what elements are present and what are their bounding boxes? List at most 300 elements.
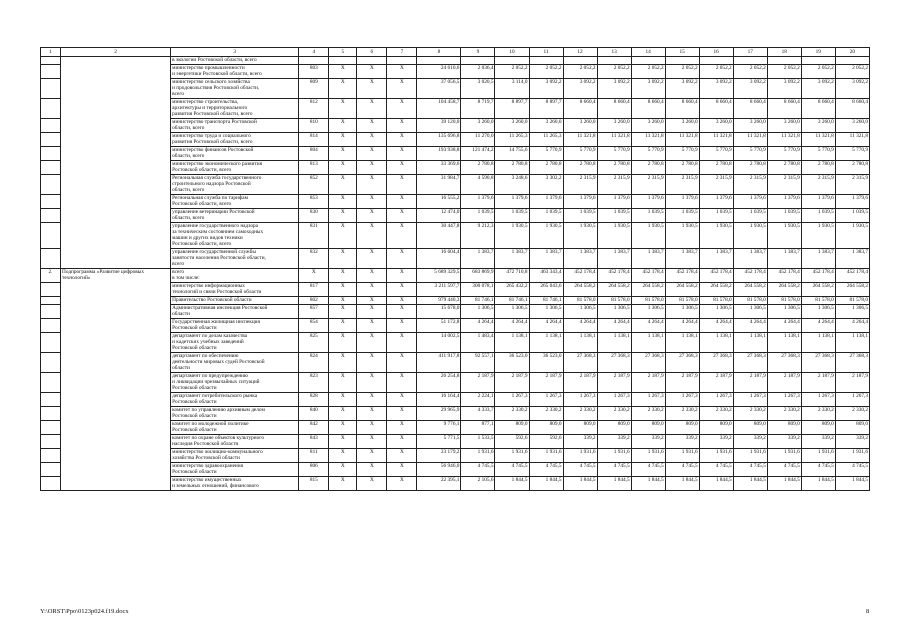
year-value-cell: 11 321,8: [699, 133, 733, 147]
year-value-cell: 4 745,5: [665, 463, 699, 477]
csr-cell: Х: [357, 195, 387, 209]
year-value-cell: 2 330,2: [631, 407, 665, 421]
table-row: [41, 373, 870, 393]
year-value-cell: 1 138,1: [665, 333, 699, 353]
table-row: [41, 435, 870, 449]
year-value-cell: 2 780,8: [631, 161, 665, 175]
csr-cell: Х: [357, 333, 387, 353]
program-cell: [61, 65, 171, 79]
year-value-cell: 1 383,7: [563, 249, 597, 269]
year-value-cell: 809,0: [767, 421, 801, 435]
year-value-cell: 452 178,4: [801, 269, 835, 283]
executor-name-cell: министерство информационных технологий и связи Ростовской области: [171, 283, 299, 297]
year-value-cell: 809,0: [529, 421, 563, 435]
year-value-cell: 1 844,5: [835, 477, 869, 491]
table-row: [41, 119, 870, 133]
year-value-cell: 1 039,5: [665, 209, 699, 223]
year-value-cell: 452 178,4: [665, 269, 699, 283]
year-value-cell: 1 306,5: [529, 305, 563, 319]
program-cell: [61, 353, 171, 373]
year-value-cell: 92 557,1: [461, 353, 495, 373]
year-value-cell: 2 187,9: [835, 373, 869, 393]
executor-name-cell: Административная инспекция Ростовской области: [171, 305, 299, 319]
program-cell: [61, 463, 171, 477]
year-value-cell: 1 383,7: [529, 249, 563, 269]
year-value-cell: 2 187,9: [665, 373, 699, 393]
year-value-cell: 1 844,5: [631, 477, 665, 491]
rzpr-cell: Х: [329, 477, 357, 491]
year-value-cell: 2 330,2: [495, 407, 529, 421]
year-value-cell: 3 260,0: [665, 119, 699, 133]
year-value-cell: 4 745,5: [801, 463, 835, 477]
year-value-cell: 2 330,2: [835, 407, 869, 421]
page-number: 8: [866, 608, 870, 615]
year-value-cell: 81 578,0: [801, 297, 835, 305]
program-cell: [61, 435, 171, 449]
grbs-code-cell: 814: [299, 133, 329, 147]
year-value-cell: 2 052,2: [597, 65, 631, 79]
total-value-cell: 16 604,4: [417, 249, 461, 269]
year-value-cell: 2 036,4: [461, 65, 495, 79]
grbs-code-cell: [299, 57, 329, 65]
year-value-cell: 1 138,1: [495, 333, 529, 353]
executor-name-cell: Региональная служба по тарифам Ростовской области, всего: [171, 195, 299, 209]
grbs-code-cell: 857: [299, 305, 329, 319]
executor-name-cell: Правительство Ростовской области: [171, 297, 299, 305]
grbs-code-cell: 803: [299, 65, 329, 79]
csr-cell: Х: [357, 305, 387, 319]
year-value-cell: 1 930,5: [631, 223, 665, 249]
executor-name-cell: министерство транспорта Ростовской области, всего: [171, 119, 299, 133]
row-number-cell: 2.: [41, 269, 61, 283]
year-value-cell: 1 306,5: [563, 305, 597, 319]
year-value-cell: 1 844,5: [597, 477, 631, 491]
year-value-cell: 8 660,4: [563, 99, 597, 119]
year-value-cell: 809,0: [495, 421, 529, 435]
year-value-cell: 2 780,8: [733, 161, 767, 175]
year-value-cell: 1 379,6: [699, 195, 733, 209]
row-number-cell: [41, 223, 61, 249]
year-value-cell: 3 092,2: [665, 79, 699, 99]
year-value-cell: [461, 57, 495, 65]
total-value-cell: 3 211 597,7: [417, 283, 461, 297]
year-value-cell: 3 092,2: [529, 79, 563, 99]
vr-cell: Х: [387, 195, 417, 209]
year-value-cell: 3 092,2: [631, 79, 665, 99]
csr-cell: Х: [357, 133, 387, 147]
grbs-code-cell: 810: [299, 119, 329, 133]
year-value-cell: 2 315,9: [665, 175, 699, 195]
year-value-cell: 11 321,8: [767, 133, 801, 147]
total-value-cell: [417, 57, 461, 65]
year-value-cell: 1 930,5: [495, 223, 529, 249]
year-value-cell: 2 780,8: [563, 161, 597, 175]
year-value-cell: 8 660,4: [733, 99, 767, 119]
row-number-cell: [41, 119, 61, 133]
header-cell: 18: [767, 48, 801, 57]
budget-table: [40, 47, 870, 491]
rzpr-cell: Х: [329, 435, 357, 449]
grbs-code-cell: 825: [299, 333, 329, 353]
year-value-cell: 36 523,0: [529, 353, 563, 373]
row-number-cell: [41, 79, 61, 99]
year-value-cell: 4 745,5: [597, 463, 631, 477]
year-value-cell: 4 264,4: [461, 319, 495, 333]
row-number-cell: [41, 209, 61, 223]
year-value-cell: 4 264,4: [801, 319, 835, 333]
grbs-code-cell: 823: [299, 373, 329, 393]
total-value-cell: 16 555,2: [417, 195, 461, 209]
program-cell: [61, 393, 171, 407]
rzpr-cell: Х: [329, 421, 357, 435]
executor-name-cell: департамент по обеспечению деятельности мировых судей Ростовской области: [171, 353, 299, 373]
executor-name-cell: министерство экономического развития Ростовской области, всего: [171, 161, 299, 175]
vr-cell: Х: [387, 421, 417, 435]
year-value-cell: 1 383,7: [461, 249, 495, 269]
executor-name-cell: министерство жилищно-коммунального хозяйства Ростовской области: [171, 449, 299, 463]
row-number-cell: [41, 393, 61, 407]
year-value-cell: 4 745,5: [495, 463, 529, 477]
row-number-cell: [41, 353, 61, 373]
year-value-cell: 81 578,0: [835, 297, 869, 305]
year-value-cell: 8 660,4: [699, 99, 733, 119]
year-value-cell: 8 660,4: [835, 99, 869, 119]
csr-cell: Х: [357, 393, 387, 407]
year-value-cell: 1 138,1: [699, 333, 733, 353]
table-row: [41, 297, 870, 305]
rzpr-cell: Х: [329, 209, 357, 223]
vr-cell: Х: [387, 393, 417, 407]
year-value-cell: 1 930,5: [665, 223, 699, 249]
vr-cell: [387, 57, 417, 65]
year-value-cell: 1 383,7: [665, 249, 699, 269]
year-value-cell: 8 897,7: [529, 99, 563, 119]
header-cell: 4: [299, 48, 329, 57]
vr-cell: Х: [387, 209, 417, 223]
table-row: [41, 463, 870, 477]
executor-name-cell: Региональная служба государственного строительного надзора Ростовской области, всего: [171, 175, 299, 195]
year-value-cell: 1 039,5: [597, 209, 631, 223]
executor-name-cell: комитет по молодежной политике Ростовской области: [171, 421, 299, 435]
year-value-cell: 1 383,7: [699, 249, 733, 269]
grbs-code-cell: 854: [299, 319, 329, 333]
year-value-cell: 265 432,2: [495, 283, 529, 297]
grbs-code-cell: 812: [299, 99, 329, 119]
csr-cell: Х: [357, 477, 387, 491]
vr-cell: Х: [387, 449, 417, 463]
year-value-cell: 264 558,2: [699, 283, 733, 297]
total-value-cell: 411 917,8: [417, 353, 461, 373]
year-value-cell: 2 052,2: [699, 65, 733, 79]
rzpr-cell: Х: [329, 305, 357, 319]
program-cell: [61, 319, 171, 333]
year-value-cell: 1 930,5: [801, 223, 835, 249]
year-value-cell: 1 138,1: [597, 333, 631, 353]
program-cell: [61, 477, 171, 491]
year-value-cell: 1 931,6: [801, 449, 835, 463]
year-value-cell: 339,2: [699, 435, 733, 449]
table-row: [41, 223, 870, 249]
year-value-cell: 1 039,5: [699, 209, 733, 223]
program-cell: [61, 195, 171, 209]
year-value-cell: 3 260,0: [801, 119, 835, 133]
year-value-cell: 3 260,0: [529, 119, 563, 133]
year-value-cell: 1 383,7: [597, 249, 631, 269]
year-value-cell: 1 039,5: [767, 209, 801, 223]
program-cell: [61, 99, 171, 119]
year-value-cell: 27 368,3: [835, 353, 869, 373]
row-number-cell: [41, 449, 61, 463]
year-value-cell: 3 092,2: [767, 79, 801, 99]
year-value-cell: 11 321,8: [801, 133, 835, 147]
vr-cell: Х: [387, 249, 417, 269]
grbs-code-cell: 811: [299, 449, 329, 463]
year-value-cell: 81 578,0: [631, 297, 665, 305]
year-value-cell: 1 267,3: [495, 393, 529, 407]
year-value-cell: 11 270,0: [461, 133, 495, 147]
year-value-cell: 1 844,5: [801, 477, 835, 491]
year-value-cell: 3 114,0: [495, 79, 529, 99]
year-value-cell: 81 578,0: [733, 297, 767, 305]
year-value-cell: 1 306,5: [801, 305, 835, 319]
year-value-cell: 2 052,2: [801, 65, 835, 79]
table-row: [41, 99, 870, 119]
year-value-cell: 2 052,2: [665, 65, 699, 79]
rzpr-cell: Х: [329, 297, 357, 305]
table-row: [41, 353, 870, 373]
year-value-cell: 1 306,5: [597, 305, 631, 319]
vr-cell: Х: [387, 147, 417, 161]
vr-cell: Х: [387, 99, 417, 119]
year-value-cell: 81 578,0: [563, 297, 597, 305]
year-value-cell: 2 315,9: [801, 175, 835, 195]
header-cell: 14: [631, 48, 665, 57]
year-value-cell: 2 187,9: [733, 373, 767, 393]
year-value-cell: 2 224,1: [461, 393, 495, 407]
grbs-code-cell: Х: [299, 269, 329, 283]
year-value-cell: 4 745,5: [699, 463, 733, 477]
year-value-cell: 5 770,9: [835, 147, 869, 161]
year-value-cell: 1 138,1: [631, 333, 665, 353]
year-value-cell: 2 780,8: [597, 161, 631, 175]
year-value-cell: 1 930,5: [733, 223, 767, 249]
total-value-cell: 23 179,2: [417, 449, 461, 463]
year-value-cell: 809,0: [631, 421, 665, 435]
total-value-cell: 12 474,0: [417, 209, 461, 223]
year-value-cell: 592,6: [529, 435, 563, 449]
year-value-cell: 1 383,7: [767, 249, 801, 269]
csr-cell: Х: [357, 297, 387, 305]
vr-cell: Х: [387, 297, 417, 305]
year-value-cell: 1 844,5: [767, 477, 801, 491]
year-value-cell: 264 558,2: [665, 283, 699, 297]
year-value-cell: 1 267,3: [801, 393, 835, 407]
table-row: [41, 133, 870, 147]
table-row: [41, 79, 870, 99]
year-value-cell: 1 383,7: [631, 249, 665, 269]
vr-cell: Х: [387, 407, 417, 421]
year-value-cell: 339,2: [733, 435, 767, 449]
csr-cell: Х: [357, 421, 387, 435]
vr-cell: Х: [387, 305, 417, 319]
year-value-cell: 3 248,6: [495, 175, 529, 195]
year-value-cell: 4 264,4: [767, 319, 801, 333]
executor-name-cell: министерство здравоохранения Ростовской области: [171, 463, 299, 477]
year-value-cell: 3 092,2: [835, 79, 869, 99]
year-value-cell: 1 931,6: [835, 449, 869, 463]
year-value-cell: 2 187,9: [699, 373, 733, 393]
table-row: [41, 449, 870, 463]
year-value-cell: 265 043,6: [529, 283, 563, 297]
vr-cell: Х: [387, 133, 417, 147]
year-value-cell: [665, 57, 699, 65]
grbs-code-cell: 832: [299, 249, 329, 269]
total-value-cell: 5 689 329,5: [417, 269, 461, 283]
year-value-cell: 472 710,8: [495, 269, 529, 283]
year-value-cell: 81 746,1: [461, 297, 495, 305]
table-row: [41, 195, 870, 209]
vr-cell: Х: [387, 65, 417, 79]
year-value-cell: 2 187,9: [495, 373, 529, 393]
csr-cell: Х: [357, 319, 387, 333]
year-value-cell: 2 105,6: [461, 477, 495, 491]
grbs-code-cell: 806: [299, 463, 329, 477]
year-value-cell: 2 780,8: [461, 161, 495, 175]
year-value-cell: 1 138,1: [529, 333, 563, 353]
vr-cell: Х: [387, 373, 417, 393]
year-value-cell: 1 267,3: [835, 393, 869, 407]
year-value-cell: 264 558,2: [767, 283, 801, 297]
year-value-cell: 2 315,9: [563, 175, 597, 195]
header-cell: 20: [835, 48, 869, 57]
year-value-cell: 1 306,5: [835, 305, 869, 319]
vr-cell: Х: [387, 463, 417, 477]
csr-cell: Х: [357, 407, 387, 421]
total-value-cell: 56 946,0: [417, 463, 461, 477]
file-path: Y:\ORST\Ppo\0123p024.f19.docx: [40, 608, 129, 615]
year-value-cell: 2 315,9: [631, 175, 665, 195]
total-value-cell: 33 369,6: [417, 161, 461, 175]
total-value-cell: 9 776,1: [417, 421, 461, 435]
year-value-cell: 1 931,6: [665, 449, 699, 463]
executor-name-cell: Государственная жилищная инспекция Ростовской области: [171, 319, 299, 333]
year-value-cell: 2 330,2: [665, 407, 699, 421]
year-value-cell: 8 660,4: [631, 99, 665, 119]
year-value-cell: 11 321,8: [835, 133, 869, 147]
program-cell: [61, 133, 171, 147]
year-value-cell: 2 052,2: [563, 65, 597, 79]
rzpr-cell: Х: [329, 195, 357, 209]
vr-cell: Х: [387, 477, 417, 491]
year-value-cell: 1 931,6: [699, 449, 733, 463]
year-value-cell: 4 264,4: [699, 319, 733, 333]
program-cell: [61, 223, 171, 249]
year-value-cell: 11 321,8: [665, 133, 699, 147]
rzpr-cell: Х: [329, 407, 357, 421]
executor-name-cell: управление ветеринарии Ростовской области, всего: [171, 209, 299, 223]
year-value-cell: 11 265,3: [495, 133, 529, 147]
year-value-cell: 452 178,4: [835, 269, 869, 283]
year-value-cell: 1 039,5: [529, 209, 563, 223]
total-value-cell: 51 172,8: [417, 319, 461, 333]
year-value-cell: 2 187,9: [801, 373, 835, 393]
total-value-cell: 29 965,9: [417, 407, 461, 421]
year-value-cell: 11 265,3: [529, 133, 563, 147]
year-value-cell: 2 187,9: [597, 373, 631, 393]
table-row: [41, 209, 870, 223]
row-number-cell: [41, 297, 61, 305]
rzpr-cell: Х: [329, 373, 357, 393]
rzpr-cell: Х: [329, 283, 357, 297]
program-cell: [61, 79, 171, 99]
program-cell: [61, 373, 171, 393]
year-value-cell: 5 770,9: [699, 147, 733, 161]
year-value-cell: 4 745,5: [767, 463, 801, 477]
year-value-cell: 1 383,7: [835, 249, 869, 269]
year-value-cell: 1 379,6: [801, 195, 835, 209]
year-value-cell: 1 267,3: [699, 393, 733, 407]
rzpr-cell: [329, 57, 357, 65]
csr-cell: Х: [357, 161, 387, 175]
year-value-cell: 1 306,5: [699, 305, 733, 319]
year-value-cell: 1 931,6: [563, 449, 597, 463]
year-value-cell: 1 138,1: [563, 333, 597, 353]
year-value-cell: [563, 57, 597, 65]
executor-name-cell: комитет по охране объектов культурного наследия Ростовской области: [171, 435, 299, 449]
year-value-cell: 2 330,2: [597, 407, 631, 421]
csr-cell: Х: [357, 223, 387, 249]
year-value-cell: 1 306,5: [665, 305, 699, 319]
csr-cell: Х: [357, 119, 387, 133]
year-value-cell: 809,0: [597, 421, 631, 435]
executor-name-cell: департамент потребительского рынка Ростовской области: [171, 393, 299, 407]
year-value-cell: 1 533,5: [461, 435, 495, 449]
header-cell: 19: [801, 48, 835, 57]
table-row: [41, 477, 870, 491]
csr-cell: Х: [357, 249, 387, 269]
rzpr-cell: Х: [329, 249, 357, 269]
year-value-cell: 1 267,3: [733, 393, 767, 407]
year-value-cell: 1 379,6: [563, 195, 597, 209]
header-cell: 11: [529, 48, 563, 57]
year-value-cell: 264 558,2: [597, 283, 631, 297]
year-value-cell: 3 260,0: [461, 119, 495, 133]
rzpr-cell: Х: [329, 175, 357, 195]
year-value-cell: 4 745,5: [563, 463, 597, 477]
grbs-code-cell: 809: [299, 79, 329, 99]
year-value-cell: 1 267,3: [767, 393, 801, 407]
table-row: [41, 57, 870, 65]
year-value-cell: 339,2: [801, 435, 835, 449]
year-value-cell: 3 092,2: [733, 79, 767, 99]
year-value-cell: 2 052,2: [631, 65, 665, 79]
year-value-cell: 3 260,0: [631, 119, 665, 133]
year-value-cell: 2 330,2: [733, 407, 767, 421]
year-value-cell: 2 052,2: [529, 65, 563, 79]
row-number-cell: [41, 99, 61, 119]
csr-cell: Х: [357, 79, 387, 99]
year-value-cell: 5 770,9: [733, 147, 767, 161]
total-value-cell: 24 610,6: [417, 65, 461, 79]
year-value-cell: 27 368,3: [801, 353, 835, 373]
year-value-cell: 1 930,5: [835, 223, 869, 249]
year-value-cell: 452 178,4: [563, 269, 597, 283]
year-value-cell: 264 558,2: [835, 283, 869, 297]
year-value-cell: 4 264,4: [733, 319, 767, 333]
table-row: [41, 161, 870, 175]
year-value-cell: 1 138,1: [767, 333, 801, 353]
year-value-cell: 1 931,6: [733, 449, 767, 463]
